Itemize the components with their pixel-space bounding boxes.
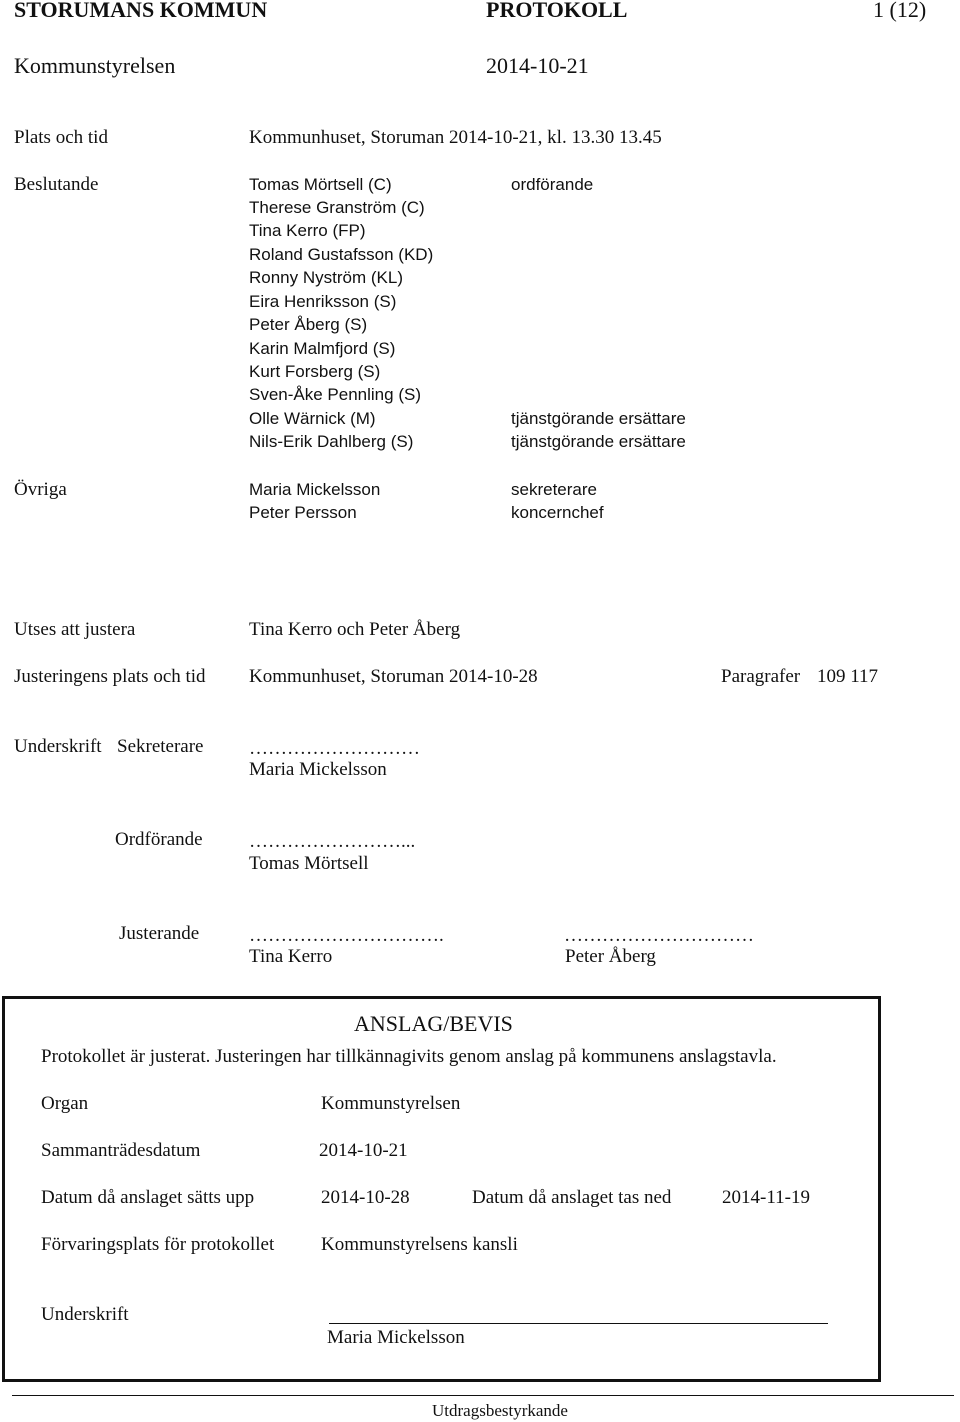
place-label: Plats och tid (14, 127, 108, 148)
adjust-place-value: Kommunhuset, Storuman 2014-10-28 (249, 666, 538, 687)
organ-value: Kommunstyrelsen (321, 1093, 461, 1114)
storage-value: Kommunstyrelsens kansli (321, 1234, 518, 1255)
member-name: Karin Malmfjord (S) (249, 339, 396, 358)
adjust-value: Tina Kerro och Peter Åberg (249, 619, 461, 640)
removed-date-value: 2014-11-19 (722, 1187, 810, 1208)
decision-makers-label: Beslutande (14, 174, 99, 195)
adjuster1-name: Tina Kerro (249, 946, 333, 967)
notice-signature-name: Maria Mickelsson (327, 1327, 465, 1348)
member-name: Eira Henriksson (S) (249, 292, 397, 311)
adjust-place-label: Justeringens plats och tid (14, 666, 206, 687)
notice-statement: Protokollet är justerat. Justeringen har tillkännagivits genom anslag på kommunens anslagstavla. (41, 1046, 777, 1067)
member-name: Nils-Erik Dahlberg (S) (249, 432, 414, 451)
footer-text: Utdragsbestyrkande (432, 1401, 568, 1420)
organ-label: Organ (41, 1093, 89, 1114)
other-role: sekreterare (511, 480, 597, 499)
paragraphs-value: 109 117 (817, 666, 879, 687)
chair-name: Tomas Mörtsell (249, 853, 369, 874)
member-name: Tina Kerro (FP) (249, 221, 366, 240)
secretary-label: Sekreterare (117, 736, 204, 757)
adjuster2-signature-line: ………………………… (564, 925, 754, 946)
posted-date-value: 2014-10-28 (321, 1187, 410, 1208)
adjuster1-signature-line: …………………………. (249, 925, 444, 946)
document-type: PROTOKOLL (486, 0, 628, 22)
signature-label: Underskrift (14, 736, 102, 757)
other-name: Peter Persson (249, 503, 357, 522)
member-role: ordförande (511, 175, 594, 194)
member-name: Tomas Mörtsell (C) (249, 175, 392, 194)
committee-name: Kommunstyrelsen (14, 53, 176, 78)
member-name: Kurt Forsberg (S) (249, 362, 381, 381)
member-name: Peter Åberg (S) (249, 315, 368, 334)
other-name: Maria Mickelsson (249, 480, 381, 499)
storage-label: Förvaringsplats för protokollet (41, 1234, 275, 1255)
place-value: Kommunhuset, Storuman 2014-10-21, kl. 13.30 13.45 (249, 127, 662, 148)
notice-signature-label: Underskrift (41, 1304, 129, 1325)
member-name: Therese Granström (C) (249, 198, 425, 217)
footer-rule (12, 1395, 954, 1396)
secretary-signature-line: ……………………… (249, 738, 420, 759)
chair-signature-line: ……………………... (249, 831, 416, 852)
paragraphs-label: Paragrafer (721, 666, 801, 687)
page-number: 1 (12) (873, 0, 927, 22)
member-name: Olle Wärnick (M) (249, 409, 376, 428)
notice-signature-line (329, 1323, 828, 1324)
other-role: koncernchef (511, 503, 604, 522)
secretary-name: Maria Mickelsson (249, 759, 387, 780)
chair-label: Ordförande (115, 829, 203, 850)
adjuster-label: Justerande (119, 923, 200, 944)
member-name: Roland Gustafsson (KD) (249, 245, 434, 264)
posted-date-label: Datum då anslaget sätts upp (41, 1187, 255, 1208)
others-label: Övriga (14, 479, 67, 500)
meeting-date-value: 2014-10-21 (319, 1140, 408, 1161)
meeting-date-label: Sammanträdesdatum (41, 1140, 201, 1161)
member-name: Sven-Åke Pennling (S) (249, 385, 421, 404)
removed-date-label: Datum då anslaget tas ned (472, 1187, 672, 1208)
municipality-title: STORUMANS KOMMUN (14, 0, 268, 22)
notice-title: ANSLAG/BEVIS (354, 1011, 513, 1036)
member-name: Ronny Nyström (KL) (249, 268, 403, 287)
adjuster2-name: Peter Åberg (565, 946, 656, 967)
meeting-date: 2014-10-21 (486, 53, 589, 78)
adjust-label: Utses att justera (14, 619, 136, 640)
member-role: tjänstgörande ersättare (511, 432, 686, 451)
member-role: tjänstgörande ersättare (511, 409, 686, 428)
